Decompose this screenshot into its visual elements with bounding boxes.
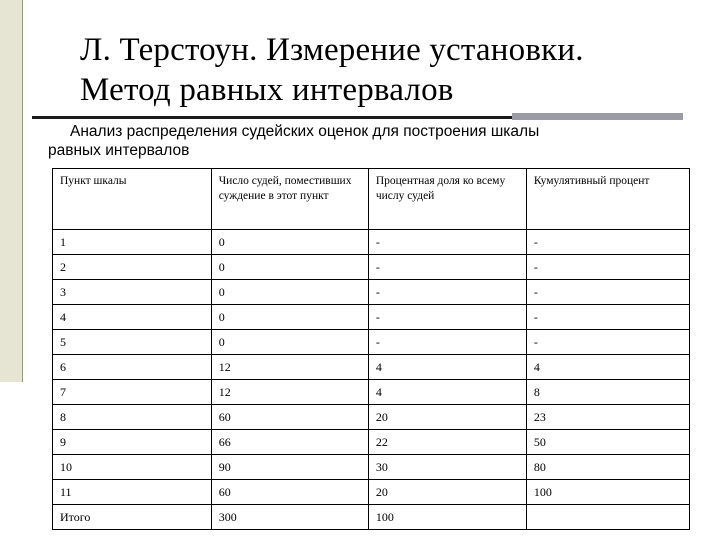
cell-scale-point: 4	[53, 305, 212, 330]
cell-percent-share: -	[368, 305, 526, 330]
slide-subtitle-line-1: Анализ распределения судейских оценок для построения шкалы	[70, 123, 540, 140]
cell-cumulative-percent: 80	[526, 455, 689, 480]
cell-cumulative-percent: -	[526, 330, 689, 355]
cell-scale-point: 1	[53, 230, 212, 255]
cell-percent-share: -	[368, 230, 526, 255]
cell-judges-count: 60	[211, 480, 368, 505]
column-header-percent-share: Процентная доля ко всему числу судей	[368, 169, 526, 230]
cell-scale-point: 3	[53, 280, 212, 305]
cell-scale-point: 5	[53, 330, 212, 355]
cell-scale-point: 9	[53, 430, 212, 455]
cell-judges-count: 12	[211, 355, 368, 380]
slide-title-line-1: Л. Терстоун. Измерение установки.	[80, 32, 584, 68]
table-row	[53, 480, 690, 505]
judges-distribution-table	[52, 168, 690, 530]
cell-judges-count: 300	[211, 505, 368, 530]
cell-scale-point: 2	[53, 255, 212, 280]
slide-title	[80, 30, 700, 110]
cell-cumulative-percent: -	[526, 255, 689, 280]
cell-percent-share: 4	[368, 355, 526, 380]
cell-judges-count: 0	[211, 280, 368, 305]
cell-scale-point: 11	[53, 480, 212, 505]
cell-cumulative-percent	[526, 505, 689, 530]
cell-judges-count: 0	[211, 330, 368, 355]
cell-percent-share: -	[368, 255, 526, 280]
table-body	[53, 230, 690, 530]
table-row	[53, 455, 690, 480]
cell-scale-point: 7	[53, 380, 212, 405]
cell-percent-share: -	[368, 330, 526, 355]
title-divider-accent	[512, 113, 683, 120]
slide-title-line-2: Метод равных интервалов	[80, 72, 454, 108]
cell-percent-share: 4	[368, 380, 526, 405]
table-row	[53, 305, 690, 330]
cell-judges-count: 12	[211, 380, 368, 405]
column-header-cumulative-percent: Кумулятивный процент	[526, 169, 689, 230]
left-decorative-bar	[0, 0, 23, 382]
cell-scale-point: Итого	[53, 505, 212, 530]
cell-scale-point: 6	[53, 355, 212, 380]
slide-subtitle-line-2: равных интервалов	[48, 142, 190, 159]
cell-percent-share: 20	[368, 480, 526, 505]
table-row	[53, 405, 690, 430]
column-header-scale-point: Пункт шкалы	[53, 169, 212, 230]
slide-subtitle	[48, 122, 708, 160]
cell-judges-count: 0	[211, 305, 368, 330]
column-header-judges-count: Число судей, поместивших суждение в этот пункт	[211, 169, 368, 230]
table-row	[53, 280, 690, 305]
cell-cumulative-percent: -	[526, 280, 689, 305]
cell-judges-count: 0	[211, 255, 368, 280]
cell-cumulative-percent: 100	[526, 480, 689, 505]
table-row	[53, 380, 690, 405]
cell-percent-share: 20	[368, 405, 526, 430]
cell-judges-count: 60	[211, 405, 368, 430]
cell-percent-share: 22	[368, 430, 526, 455]
cell-judges-count: 0	[211, 230, 368, 255]
cell-percent-share: 30	[368, 455, 526, 480]
table-row	[53, 505, 690, 530]
table-row	[53, 355, 690, 380]
cell-judges-count: 66	[211, 430, 368, 455]
cell-percent-share: -	[368, 280, 526, 305]
cell-scale-point: 10	[53, 455, 212, 480]
table-row	[53, 330, 690, 355]
cell-cumulative-percent: 8	[526, 380, 689, 405]
table-header-row	[53, 169, 690, 230]
table-row	[53, 230, 690, 255]
cell-judges-count: 90	[211, 455, 368, 480]
cell-percent-share: 100	[368, 505, 526, 530]
cell-cumulative-percent: -	[526, 305, 689, 330]
table-row	[53, 430, 690, 455]
cell-scale-point: 8	[53, 405, 212, 430]
cell-cumulative-percent: 4	[526, 355, 689, 380]
cell-cumulative-percent: -	[526, 230, 689, 255]
cell-cumulative-percent: 23	[526, 405, 689, 430]
cell-cumulative-percent: 50	[526, 430, 689, 455]
table-row	[53, 255, 690, 280]
